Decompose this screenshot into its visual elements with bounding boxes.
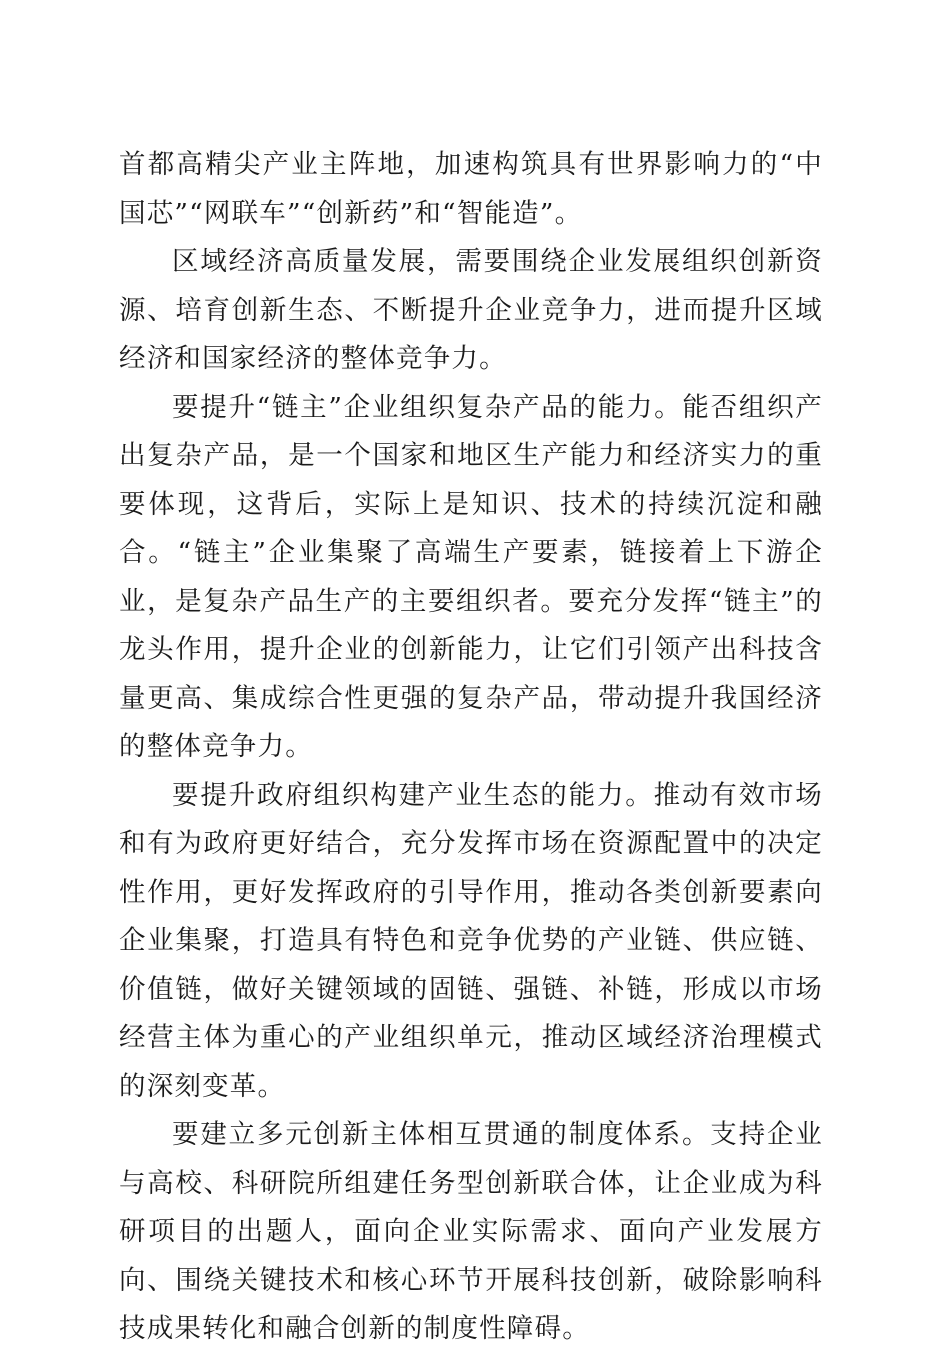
paragraph-2: 区域经济高质量发展，需要围绕企业发展组织创新资源、培育创新生态、不断提升企业竞争力，进而提升区域经济和国家经济的整体竞争力。 bbox=[119, 246, 823, 374]
document-body bbox=[119, 141, 823, 1354]
paragraph-4: 要提升政府组织构建产业生态的能力。推动有效市场和有为政府更好结合，充分发挥市场在资源配置中的决定性作用，更好发挥政府的引导作用，推动各类创新要素向企业集聚，打造具有特色和竞争优势的产业链、供应链、价值链，做好关键领域的固链、强链、补链，形成以市场经营主体为重心的产业组织单元，推动区域经济治理模式的深刻变革。 bbox=[119, 779, 823, 1102]
paragraph-5: 要建立多元创新主体相互贯通的制度体系。支持企业与高校、科研院所组建任务型创新联合体，让企业成为科研项目的出题人，面向企业实际需求、面向产业发展方向、围绕关键技术和核心环节开展科技创新，破除影响科技成果转化和融合创新的制度性障碍。 bbox=[119, 1119, 823, 1344]
paragraph-1: 首都高精尖产业主阵地，加速构筑具有世界影响力的“中国芯”“网联车”“创新药”和“智能造”。 bbox=[119, 149, 823, 229]
paragraph-3: 要提升“链主”企业组织复杂产品的能力。能否组织产出复杂产品，是一个国家和地区生产能力和经济实力的重要体现，这背后，实际上是知识、技术的持续沉淀和融合。“链主”企业集聚了高端生产要素，链接着上下游企业，是复杂产品生产的主要组织者。要充分发挥“链主”的龙头作用，提升企业的创新能力，让它们引领产出科技含量更高、集成综合性更强的复杂产品，带动提升我国经济的整体竞争力。 bbox=[119, 391, 823, 762]
